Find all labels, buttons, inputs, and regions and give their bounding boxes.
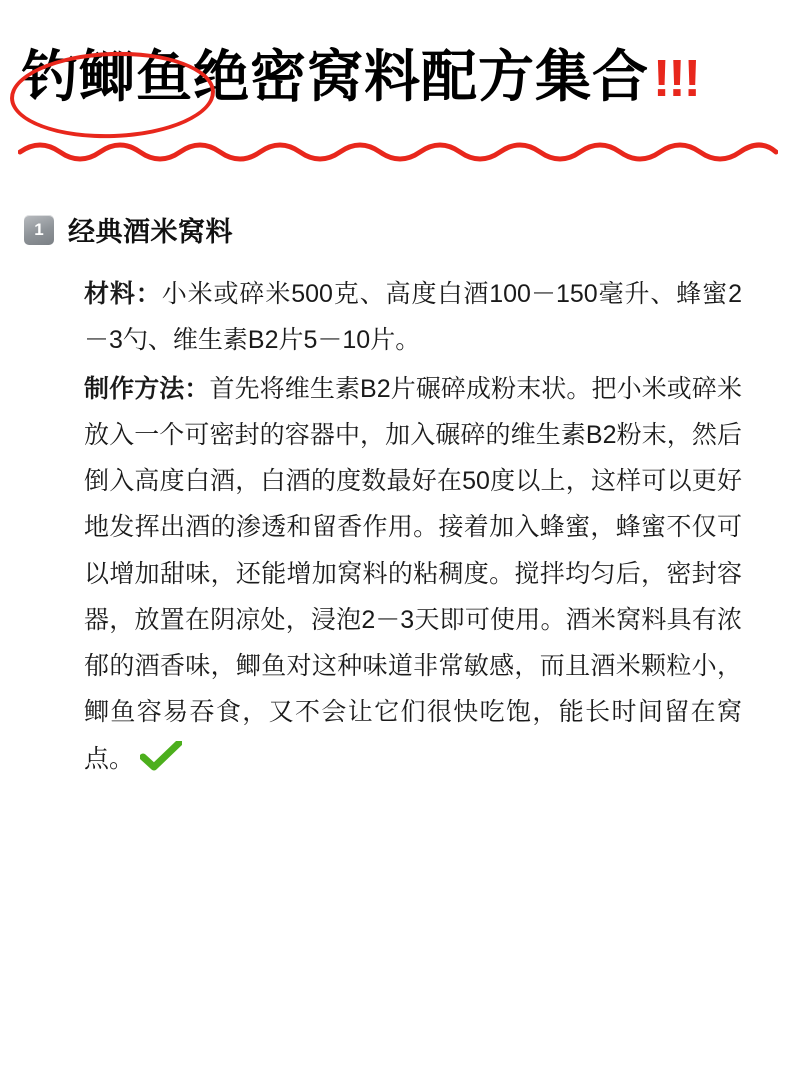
materials-text: 小米或碎米500克、高度白酒100－150毫升、蜂蜜2－3勺、维生素B2片5－10片。 — [84, 280, 742, 355]
title-block — [0, 0, 800, 170]
method-label: 制作方法： — [84, 374, 210, 403]
section-header — [24, 210, 776, 249]
page-title — [22, 45, 778, 109]
section-title: 经典酒米窝料 — [68, 217, 233, 247]
method-text: 首先将维生素B2片碾碎成粉末状。把小米或碎米放入一个可密封的容器中，加入碾碎的维生素B2粉末，然后倒入高度白酒，白酒的度数最好在50度以上，这样可以更好地发挥出酒的渗透和留香作用。接着加入蜂蜜，蜂蜜不仅可以增加甜味，还能增加窝料的粘稠度。搅拌均匀后，密封容器，放置在阴凉处，浸泡2－3天即可使用。酒米窝料具有浓郁的酒香味，鲫鱼对这种味道非常敏感，而且酒米颗粒小，鲫鱼容易吞食，又不会让它们很快吃饱，能长时间留在窝点。 — [84, 374, 742, 773]
title-rest-text: 绝密窝料配方集合 — [193, 45, 649, 108]
green-check-icon — [140, 740, 182, 786]
red-wavy-underline-annotation — [18, 136, 778, 162]
recipe-section-1 — [0, 170, 800, 782]
materials-label: 材料： — [84, 280, 162, 308]
title-circled-text: 钓鲫鱼 — [22, 45, 193, 108]
method-paragraph — [24, 366, 776, 782]
materials-paragraph — [24, 271, 776, 364]
title-exclamation: !!! — [653, 50, 699, 108]
section-number-badge: 1 — [24, 215, 54, 245]
